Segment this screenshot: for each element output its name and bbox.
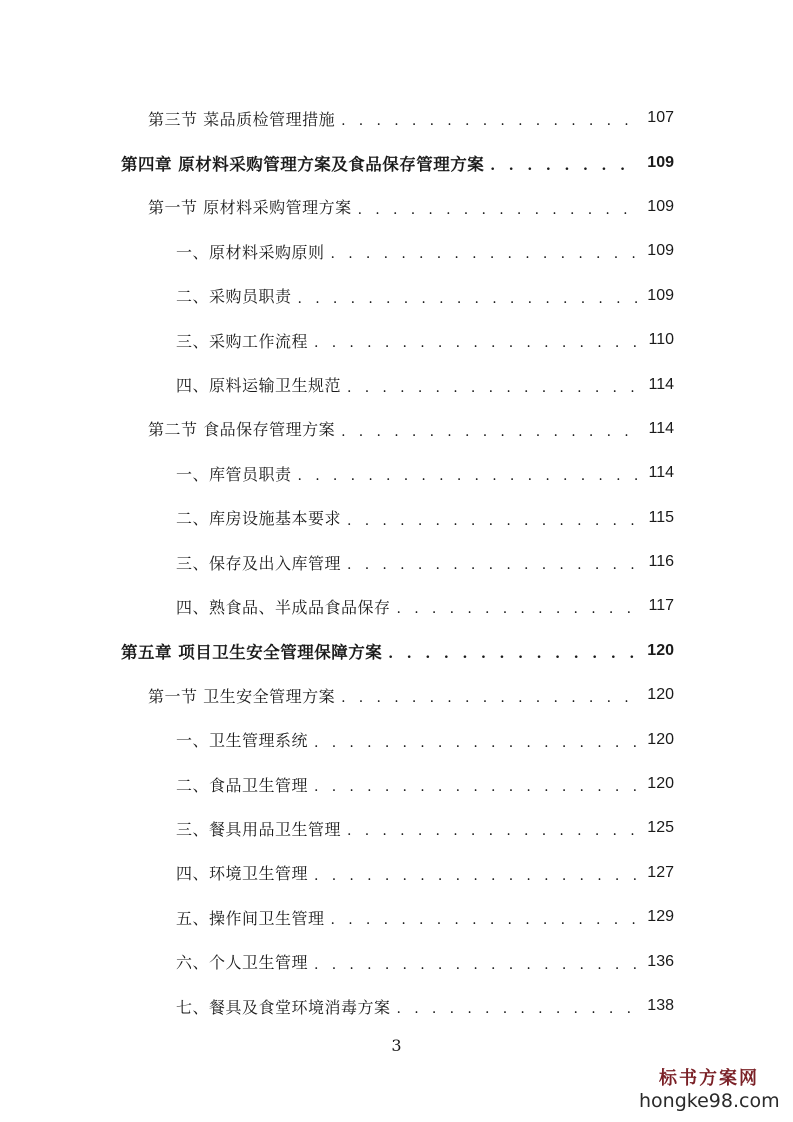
toc-entry[interactable] bbox=[0, 229, 793, 273]
toc-leader-dots bbox=[347, 381, 638, 395]
toc-entry[interactable] bbox=[0, 762, 793, 806]
toc-entry-title: 一、原材料采购原则 bbox=[176, 242, 325, 262]
toc-entry[interactable] bbox=[0, 851, 793, 895]
toc-entry-title: 第二节 食品保存管理方案 bbox=[148, 420, 336, 440]
toc-entry-title: 六、个人卫生管理 bbox=[176, 953, 309, 973]
toc-entry-page: 116 bbox=[648, 553, 674, 571]
toc-entry[interactable] bbox=[0, 939, 793, 983]
toc-entry-page: 127 bbox=[647, 863, 674, 881]
toc-leader-dots bbox=[397, 602, 638, 616]
toc-entry-title: 三、采购工作流程 bbox=[176, 331, 309, 351]
table-of-contents bbox=[0, 96, 793, 1028]
toc-entry[interactable] bbox=[0, 496, 793, 540]
toc-entry[interactable] bbox=[0, 673, 793, 717]
toc-entry-title: 四、熟食品、半成品食品保存 bbox=[176, 597, 391, 617]
toc-entry[interactable] bbox=[0, 407, 793, 451]
toc-entry-page: 109 bbox=[647, 242, 674, 260]
toc-leader-dots bbox=[314, 336, 638, 350]
toc-entry-title: 七、餐具及食堂环境消毒方案 bbox=[176, 997, 391, 1017]
toc-entry-page: 114 bbox=[648, 375, 674, 393]
toc-entry-title: 第一节 卫生安全管理方案 bbox=[148, 686, 336, 706]
toc-entry[interactable] bbox=[0, 895, 793, 939]
toc-leader-dots bbox=[490, 159, 638, 173]
toc-entry[interactable] bbox=[0, 318, 793, 362]
toc-leader-dots bbox=[298, 292, 638, 306]
toc-leader-dots bbox=[341, 691, 638, 705]
toc-entry-title: 一、库管员职责 bbox=[176, 464, 292, 484]
toc-entry-page: 114 bbox=[648, 464, 674, 482]
watermark-url: hongke98.com bbox=[639, 1090, 780, 1112]
toc-entry[interactable] bbox=[0, 717, 793, 761]
toc-entry-title: 第四章 原材料采购管理方案及食品保存管理方案 bbox=[121, 154, 485, 174]
toc-entry-page: 115 bbox=[648, 508, 674, 526]
toc-leader-dots bbox=[314, 958, 638, 972]
toc-leader-dots bbox=[314, 736, 638, 750]
toc-leader-dots bbox=[347, 514, 638, 528]
toc-entry[interactable] bbox=[0, 629, 793, 673]
toc-leader-dots bbox=[397, 1002, 638, 1016]
toc-entry-title: 一、卫生管理系统 bbox=[176, 731, 309, 751]
toc-entry-title: 四、原料运输卫生规范 bbox=[176, 376, 342, 396]
toc-entry-title: 二、库房设施基本要求 bbox=[176, 509, 342, 529]
toc-entry-title: 四、环境卫生管理 bbox=[176, 864, 309, 884]
toc-entry[interactable] bbox=[0, 274, 793, 318]
watermark-logo bbox=[639, 1068, 779, 1112]
toc-entry-page: 110 bbox=[648, 331, 674, 349]
toc-leader-dots bbox=[331, 247, 638, 261]
toc-entry[interactable] bbox=[0, 451, 793, 495]
toc-entry-page: 107 bbox=[647, 109, 674, 127]
toc-leader-dots bbox=[347, 824, 638, 838]
toc-leader-dots bbox=[341, 114, 638, 128]
toc-entry-page: 109 bbox=[647, 286, 674, 304]
toc-entry[interactable] bbox=[0, 584, 793, 628]
toc-entry[interactable] bbox=[0, 362, 793, 406]
toc-entry-title: 二、食品卫生管理 bbox=[176, 775, 309, 795]
toc-entry-page: 125 bbox=[647, 819, 674, 837]
toc-leader-dots bbox=[341, 425, 638, 439]
toc-leader-dots bbox=[314, 869, 638, 883]
toc-entry-title: 二、采购员职责 bbox=[176, 287, 292, 307]
toc-leader-dots bbox=[331, 913, 638, 927]
toc-entry-page: 109 bbox=[647, 153, 674, 171]
toc-leader-dots bbox=[298, 469, 638, 483]
toc-entry[interactable] bbox=[0, 540, 793, 584]
toc-entry-page: 138 bbox=[647, 997, 674, 1014]
page-number: 3 bbox=[391, 1036, 402, 1055]
toc-entry[interactable] bbox=[0, 984, 793, 1028]
toc-leader-dots bbox=[388, 647, 638, 661]
toc-entry-title: 三、保存及出入库管理 bbox=[176, 553, 342, 573]
toc-entry-page: 120 bbox=[647, 641, 674, 659]
toc-leader-dots bbox=[347, 558, 638, 572]
toc-entry-title: 三、餐具用品卫生管理 bbox=[176, 819, 342, 839]
toc-entry-title: 第三节 菜品质检管理措施 bbox=[148, 109, 336, 129]
toc-leader-dots bbox=[314, 780, 638, 794]
toc-leader-dots bbox=[358, 203, 638, 217]
toc-entry[interactable] bbox=[0, 96, 793, 140]
toc-entry-page: 136 bbox=[647, 952, 674, 970]
toc-entry-page: 117 bbox=[648, 597, 674, 615]
toc-entry[interactable] bbox=[0, 140, 793, 184]
toc-entry-page: 120 bbox=[647, 775, 674, 793]
toc-entry-title: 第一节 原材料采购管理方案 bbox=[148, 198, 352, 218]
watermark-name: 标书方案网 bbox=[659, 1068, 759, 1089]
toc-entry-page: 120 bbox=[647, 730, 674, 748]
toc-entry-page: 120 bbox=[647, 686, 674, 704]
toc-entry-page: 114 bbox=[648, 419, 674, 437]
toc-entry-page: 109 bbox=[647, 197, 674, 215]
toc-entry[interactable] bbox=[0, 806, 793, 850]
toc-entry-title: 第五章 项目卫生安全管理保障方案 bbox=[121, 642, 383, 662]
toc-entry-page: 129 bbox=[647, 908, 674, 926]
toc-entry[interactable] bbox=[0, 185, 793, 229]
toc-entry-title: 五、操作间卫生管理 bbox=[176, 908, 325, 928]
